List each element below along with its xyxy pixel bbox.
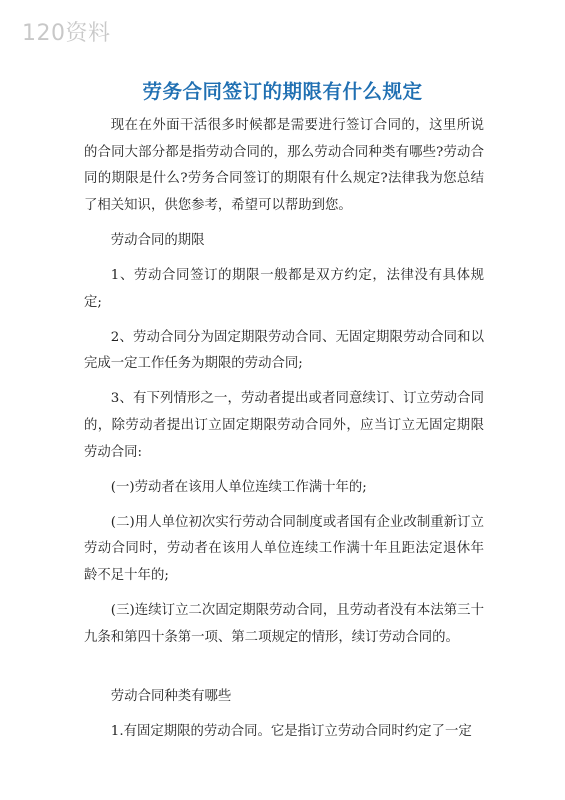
document-body	[84, 113, 484, 746]
body-paragraph: (一)劳动者在该用人单位连续工作满十年的;	[110, 479, 367, 495]
body-paragraph: (三)连续订立二次固定期限劳动合同，且劳动者没有本法第三十九条和第四十条第一项、第二项规定的情形，续订劳动合同的。	[84, 603, 484, 645]
section-heading: 劳动合同的期限	[110, 232, 205, 248]
body-paragraph: 2、劳动合同分为固定期限劳动合同、无固定期限劳动合同和以完成一定工作任务为期限的劳动合同;	[84, 329, 484, 372]
body-paragraph: 3、有下列情形之一，劳动者提出或者同意续订、订立劳动合同的，除劳动者提出订立固定期限劳动合同外，应当订立无固定期限劳动合同:	[84, 391, 484, 460]
section-heading: 劳动合同种类有哪些	[110, 689, 232, 705]
page-title: 劳务合同签订的期限有什么规定	[142, 80, 423, 103]
body-paragraph: 1.有固定期限的劳动合同。它是指订立劳动合同时约定了一定	[110, 724, 472, 740]
watermark-logo: 120资料	[22, 21, 111, 46]
body-paragraph: (二)用人单位初次实行劳动合同制度或者国有企业改制重新订立劳动合同时，劳动者在该用人单位连续工作满十年且距法定退休年龄不足十年的;	[84, 514, 484, 583]
intro-paragraph: 现在在外面干活很多时候都是需要进行签订合同的，这里所说的合同大部分都是指劳动合同的，那么劳动合同种类有哪些?劳动合同的期限是什么?劳务合同签订的期限有什么规定?法律我为您总结了相关知识，供您参考，希望可以帮助到您。	[84, 118, 484, 213]
body-paragraph: 1、劳动合同签订的期限一般都是双方约定，法律没有具体规定;	[84, 267, 484, 310]
